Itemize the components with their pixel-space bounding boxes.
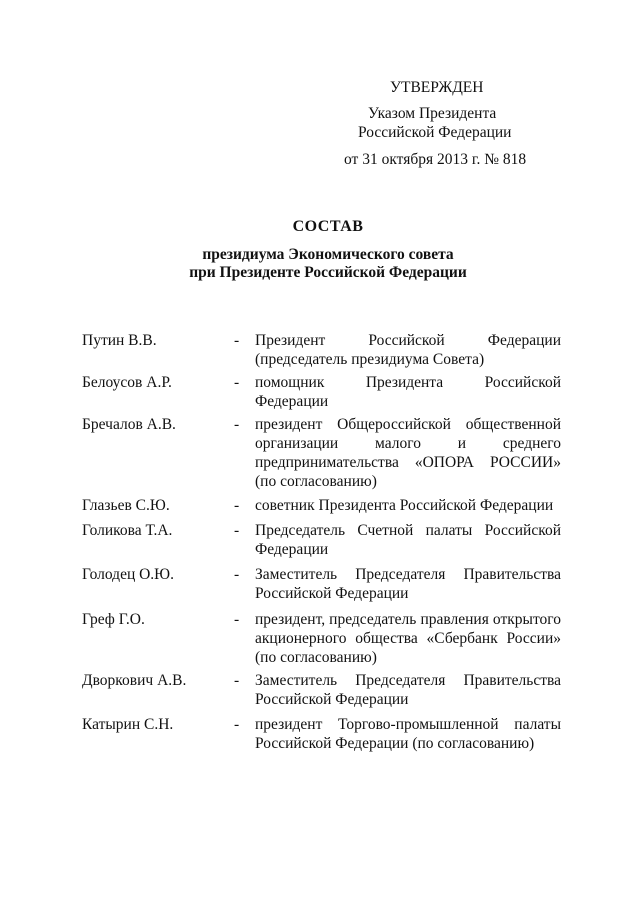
member-dash: - <box>234 611 240 628</box>
member-name: Бречалов А.В. <box>82 416 176 433</box>
approval-heading: УТВЕРЖДЕН <box>390 79 484 96</box>
approval-decree: Указом Президента <box>368 105 497 122</box>
member-name: Катырин С.Н. <box>82 716 174 733</box>
member-name: Голикова Т.А. <box>82 522 173 539</box>
member-position: советник Президента Российской Федерации <box>255 497 554 514</box>
member-name: Греф Г.О. <box>82 611 145 628</box>
member-position: Заместитель Председателя Правительства Российской Федерации <box>255 566 561 602</box>
member-position: президент, председатель правления открытого акционерного общества «Сбербанк России» (по согласованию) <box>255 611 561 666</box>
member-dash: - <box>234 522 240 539</box>
document-subtitle-line2: при Президенте Российской Федерации <box>189 264 467 281</box>
member-dash: - <box>234 672 240 689</box>
member-position: Председатель Счетной палаты Российской Федерации <box>255 522 561 558</box>
member-name: Голодец О.Ю. <box>82 566 174 583</box>
member-dash: - <box>234 332 240 349</box>
member-name: Белоусов А.Р. <box>82 374 172 391</box>
member-dash: - <box>234 416 240 433</box>
document-subtitle-line1: президиума Экономического совета <box>202 246 454 263</box>
member-name: Дворкович А.В. <box>82 672 187 689</box>
member-name: Глазьев С.Ю. <box>82 497 170 514</box>
member-dash: - <box>234 374 240 391</box>
member-position: Заместитель Председателя Правительства Российской Федерации <box>255 672 561 708</box>
member-position: президент Торгово-промышленной палаты Российской Федерации (по согласованию) <box>255 716 561 752</box>
approval-date: от 31 октября 2013 г. № 818 <box>344 151 527 168</box>
member-position: помощник Президента Российской Федерации <box>255 374 561 410</box>
member-position: Президент Российской Федерации (председатель президиума Совета) <box>255 332 561 368</box>
member-position: президент Общероссийской общественной организации малого и среднего предпринимательства «ОПОРА РОССИИ» (по согласованию) <box>255 416 561 490</box>
member-dash: - <box>234 566 240 583</box>
document-title: СОСТАВ <box>292 218 364 235</box>
member-dash: - <box>234 497 240 514</box>
approval-federation: Российской Федерации <box>358 124 512 141</box>
member-dash: - <box>234 716 240 733</box>
member-name: Путин В.В. <box>82 332 157 349</box>
